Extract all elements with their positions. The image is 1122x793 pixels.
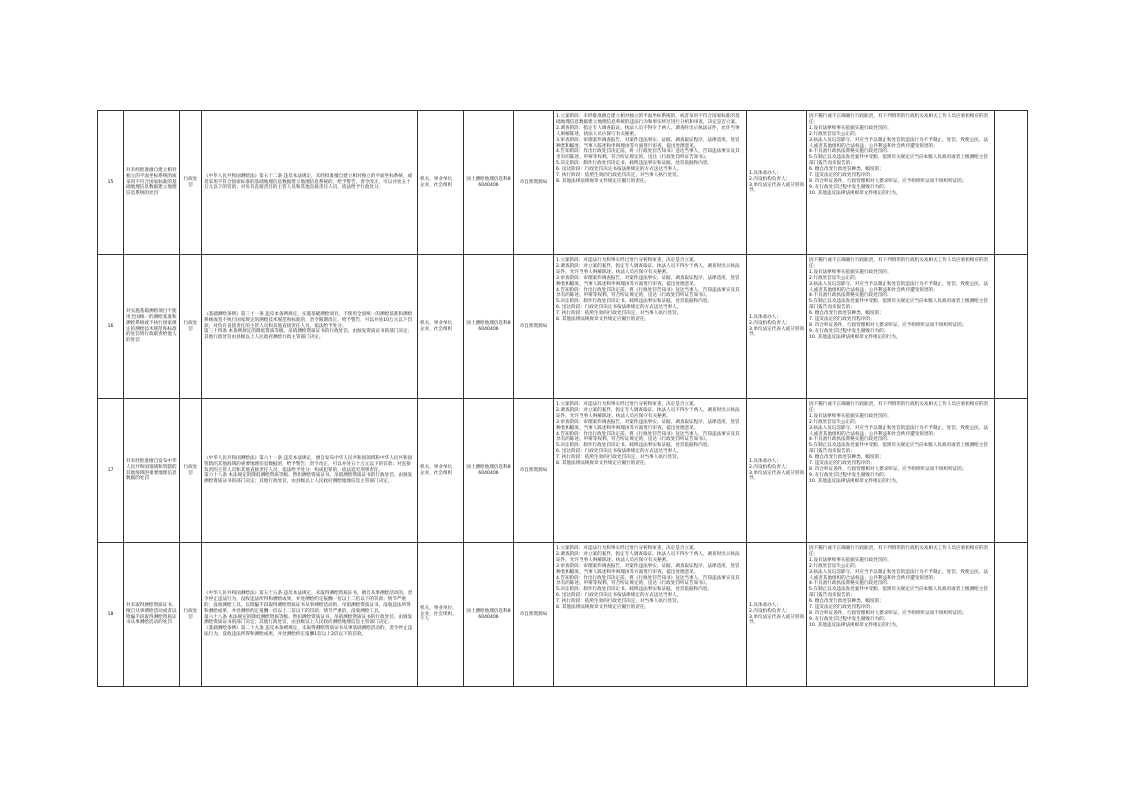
remarks	[995, 255, 1028, 399]
table-row	[98, 543, 1028, 687]
remarks	[995, 543, 1028, 687]
subject: 机关、事业单位、企业、社会组织	[418, 255, 464, 399]
remarks	[995, 399, 1028, 543]
department: 国土测绘地理信息科86040406	[464, 255, 514, 399]
item-type: 行政处罚	[180, 255, 202, 399]
item-type: 行政处罚	[180, 543, 202, 687]
item-type: 行政处罚	[180, 111, 202, 255]
row-number: 16	[98, 255, 124, 399]
accountability: 因不履行或不正确履行行政职责，有下列情形的行政机关及相关工作人员应承担相应的责任： 1.没有法律和事实依据实施行政处罚的； 2.行政处罚显失公正的； 3.执法人员玩忽职守，对应当予以制止和处罚的违法行为不予制止、处罚，致使公民、法人或者其他组织的合法权益、公共利益和社会秩序遭受损害的； 4.不具备行政执法资格实施行政处罚的； 5.在制止以及违法查处案件中受贿，依照有关规定应当向本级人民政府或者上级测绘主管部门报告而未报告的； 6. 擅自改变行政处罚种类、幅度的； 7. 违反法定的行政处罚程序的； 8. 符合听证条件、行政管理相对人要求听证，应予组织听证而不组织听证的； 9. 在行政处罚过程中发生腐败行为的； 10. 其他违反法律法规规章文件规定的行为。	[807, 111, 995, 255]
organization: 市自然资源局	[514, 543, 554, 687]
accountability: 因不履行或不正确履行行政职责，有下列情形的行政机关及相关工作人员应承担相应的责任： 1.没有法律和事实依据实施行政处罚的； 2.行政处罚显失公正的； 3.执法人员玩忽职守，对应当予以制止和处罚的违法行为不予制止、处罚，致使公民、法人或者其他组织的合法权益、公共利益和社会秩序遭受损害的； 4.不具备行政执法资格实施行政处罚的； 5.在制止以及违法查处案件中受贿，依照有关规定应当向本级人民政府或者上级测绘主管部门报告而未报告的； 6. 擅自改变行政处罚种类、幅度的； 7. 违反法定的行政处罚程序的； 8. 符合听证条件、行政管理相对人要求听证，应予组织听证而不组织听证的； 9. 在行政处罚过程中发生腐败行为的； 10. 其他违反法律法规规章文件规定的行为。	[807, 399, 995, 543]
subject: 机关、事业单位、企业、社会组织	[418, 399, 464, 543]
responsibility-table	[97, 110, 1028, 687]
legal-basis: 《基础测绘条例》第三十一条 违反本条例规定，实施基础测绘项目，不使用全国统一的测绘基准和测绘系统或者不执行国家规定的测绘技术规范和标准的，责令限期改正，给予警告，可以并处10万元以下罚款；对负有直接责任的主管人员和其他直接责任人员，依法给予处分。 第三十四条 本条例规定的降低资质等级、吊销测绘资质证书的行政处罚，由颁发资质证书的部门决定；其他行政处罚由县级以上人民政府测绘行政主管部门决定。	[202, 255, 418, 399]
process: 1.立案阶段：未经批准擅自建立相对独立的平面坐标系统的，或者采用不符合国家标准的基础地理信息数据建立地理信息系统的违法行为和事实经过进行分析和审查，决定是否立案。 2.调查阶段：指定专人调查取证，执法人员不得少于两人，调查时出示执法证件，允许当事人辩解陈述，执法人员应保守有关秘密。 3.审查阶段：审理案件调查报告，对案件违法事实、证据、调查取证程序、法律适用、处罚种类和幅度、当事人陈述和申辩理由等方面进行审查，提出处理意见。 4.告知阶段：作出行政处罚决定前，将《行政处罚告知书》送达当事人，告知违法事实及其享有的陈述、申辩等权利。符合听证规定的，送达《行政处罚听证告知书》。 5.决定阶段：制作行政处罚决定书，载明违法事实和证据，处罚依据和内容。 6. 送达阶段：行政处罚决定书按法律规定的方式送达当事人。 7. 执行阶段：依照生效的行政处罚决定，对当事人执行处罚。 8. 其他法律法规规章文件规定应履行的责任。	[554, 111, 747, 255]
department: 国土测绘地理信息科86040406	[464, 111, 514, 255]
table-row	[98, 111, 1028, 255]
item-name: 对未经批准擅自建立相对独立的平面坐标系统的或采用不符合国家标准的基础地理信息数据建立地理信息系统的处罚	[124, 111, 180, 255]
process: 1.立案阶段：对违法行为和事实经过进行分析和审查，决定是否立案。 2.调查阶段：对立案的案件，指定专人调查取证。执法人员不得少于两人，调查时出示执法证件，允许当事人辩解陈述。执法人员应保守有关秘密。 3.审查阶段：审理案件调查报告，对案件违法事实、证据、调查取证程序、法律适用、处罚种类和幅度、当事人陈述和申辩理由等方面进行审查，提出处理意见。 4.告知阶段：作出行政处罚决定前，将《行政处罚告知书》送达当事人，告知违法事实及其享有的陈述、申辩等权利。符合听证规定的，送达《行政处罚听证告知书》。 5.决定阶段：制作行政处罚决定书，载明违法事实和证据，处罚依据和内容。 6. 送达阶段：行政处罚决定书按法律规定的方式送达当事人。 7. 执行阶段：依照生效的行政处罚决定，对当事人执行处罚。 8. 其他法律法规规章文件规定应履行的责任。	[554, 399, 747, 543]
item-name: 对未经批准擅自发布中华人民共和国领域和管辖的其他海域的重要地理信息数据的处罚	[124, 399, 180, 543]
item-name: 对未取得测绘资质证书、擅自从事测绘活动或者以欺骗手段取得测绘资质证书从事测绘活动的处罚	[124, 543, 180, 687]
table-row	[98, 255, 1028, 399]
table-row	[98, 399, 1028, 543]
legal-basis: 《中华人民共和国测绘法》第六十一条 违反本法规定，擅自发布中华人民共和国领域和中华人民共和国管辖的其他海域的重要地理信息数据的，给予警告，责令改正，可以并处五十万元以下的罚款；对直接负责的主管人员和其他直接责任人员，依法给予处分；构成犯罪的，依法追究刑事责任。 第六十八条 本法规定的降低测绘资质等级、暂扣测绘资质证书、吊销测绘资质证书的行政处罚，由颁发测绘资质证书的部门决定；其他行政处罚，由县级以上人民政府测绘地理信息主管部门决定。	[202, 399, 418, 543]
item-type: 行政处罚	[180, 399, 202, 543]
organization: 市自然资源局	[514, 111, 554, 255]
accountability: 因不履行或不正确履行行政职责，有下列情形的行政机关及相关工作人员应承担相应的责任： 1.没有法律和事实依据实施行政处罚的； 2.行政处罚显失公正的； 3.执法人员玩忽职守，对应当予以制止和处罚的违法行为不予制止、处罚，致使公民、法人或者其他组织的合法权益、公共利益和社会秩序遭受损害的； 4.不具备行政执法资格实施行政处罚的； 5.在制止以及违法查处案件中受贿，依照有关规定应当向本级人民政府或者上级测绘主管部门报告而未报告的； 6. 擅自改变行政处罚种类、幅度的； 7. 违反法定的行政处罚程序的； 8. 符合听证条件、行政管理相对人要求听证，应予组织听证而不组织听证的； 9. 在行政处罚过程中发生腐败行为的； 10. 其他违反法律法规规章文件规定的行为。	[807, 255, 995, 399]
department: 国土测绘地理信息科86040406	[464, 399, 514, 543]
process: 1.立案阶段：对违法行为和事实经过进行分析和审查，决定是否立案。 2.调查阶段：对立案的案件，指定专人调查取证。执法人员不得少于两人，调查时出示执法证件，允许当事人辩解陈述。执法人员应保守有关秘密。 3.审查阶段：审理案件调查报告，对案件违法事实、证据、调查取证程序、法律适用、处罚种类和幅度、当事人陈述和申辩理由等方面进行审查，提出处理意见。 4.告知阶段：作出行政处罚决定前，将《行政处罚告知书》送达当事人，告知违法事实及其享有的陈述、申辩等权利。符合听证规定的，送达《行政处罚听证告知书》。 5.决定阶段：制作行政处罚决定书，载明违法事实和证据，处罚依据和内容。 6. 送达阶段：行政处罚决定书按法律规定的方式送达当事人。 7. 执行阶段：依照生效的行政处罚决定，对当事人执行处罚。 8. 其他法律法规规章文件规定应履行的责任。	[554, 543, 747, 687]
legal-basis: 《中华人民共和国测绘法》第五十五条 违反本法规定，未取得测绘资质证书，擅自从事测绘活动的，责令停止违法行为，没收违法所得和测绘成果，并处测绘约定报酬一倍以上二倍以下的罚款；情节严重的，没收测绘工具。以欺骗手段取得测绘资质证书从事测绘活动的，吊销测绘资质证书，没收违法所得和测绘成果，并处测绘约定报酬一倍以上二倍以下的罚款；情节严重的，没收测绘工具。 第六十八条 本法规定的降低测绘资质等级、暂扣测绘资质证书、吊销测绘资质证书的行政处罚，由颁发测绘资质证书的部门决定；其他行政处罚，由县级以上人民政府测绘地理信息主管部门决定。 《基础测绘条例》第二十九条 违反本条例规定，未取得测绘资质证书从事基础测绘活动的，责令停止违法行为，没收违法所得和测绘成果，并处测绘约定报酬1倍以上2倍以下的罚款。	[202, 543, 418, 687]
accountability: 因不履行或不正确履行行政职责，有下列情形的行政机关及相关工作人员应承担相应的责任： 1.没有法律和事实依据实施行政处罚的； 2.行政处罚显失公正的； 3.执法人员玩忽职守，对应当予以制止和处罚的违法行为不予制止、处罚，致使公民、法人或者其他组织的合法权益、公共利益和社会秩序遭受损害的； 4.不具备行政执法资格实施行政处罚的； 5.在制止以及违法查处案件中受贿，依照有关规定应当向本级人民政府或者上级测绘主管部门报告而未报告的； 6. 擅自改变行政处罚种类、幅度的； 7. 违反法定的行政处罚程序的； 8. 符合听证条件、行政管理相对人要求听证，应予组织听证而不组织听证的； 9. 在行政处罚过程中发生腐败行为的； 10. 其他违反法律法规规章文件规定的行为。	[807, 543, 995, 687]
subject: 机关、事业单位、企业、社会组织	[418, 111, 464, 255]
duty-holder: 1.具体承办人； 2.内设机构负责人； 3.单位法定代表人或分管领导。	[747, 255, 807, 399]
organization: 市自然资源局	[514, 255, 554, 399]
row-number: 15	[98, 111, 124, 255]
duty-holder: 1.具体承办人； 2.内设机构负责人； 3.单位法定代表人或分管领导。	[747, 399, 807, 543]
subject: 机关、事业单位、企业、社会组织、个人	[418, 543, 464, 687]
item-name: 对实施基础测绘项目不使用全国统一的测绘基准和测绘系统或不执行国家规定的测绘技术规范和标准的处罚将行政职责给他人的处罚	[124, 255, 180, 399]
process: 1.立案阶段：对违法行为和事实经过进行分析和审查，决定是否立案。 2.调查阶段：对立案的案件，指定专人调查取证。执法人员不得少于两人，调查时出示执法证件，允许当事人辩解陈述。执法人员应保守有关秘密。 3.审查阶段：审理案件调查报告，对案件违法事实、证据、调查取证程序、法律适用、处罚种类和幅度、当事人陈述和申辩理由等方面进行审查，提出处理意见。 4.告知阶段：作出行政处罚决定前，将《行政处罚告知书》送达当事人，告知违法事实及其享有的陈述、申辩等权利。符合听证规定的，送达《行政处罚听证告知书》。 5.决定阶段：制作行政处罚决定书，载明违法事实和证据，处罚依据和内容。 6. 送达阶段：行政处罚决定书按法律规定的方式送达当事人。 7. 执行阶段：依照生效的行政处罚决定，对当事人执行处罚。 8. 其他法律法规规章文件规定应履行的责任。	[554, 255, 747, 399]
department: 国土测绘地理信息科86040406	[464, 543, 514, 687]
remarks	[995, 111, 1028, 255]
legal-basis: 《中华人民共和国测绘法》第五十二条 违反本法规定，未经批准擅自建立相对独立的平面坐标系统，或者采用不符合国家标准的基础地理信息数据建立地理信息系统的，给予警告，责令改正，可以并处五十万元以下的罚款；对负有直接责任的主管人员和其他直接责任人员，依法给予行政处分。	[202, 111, 418, 255]
row-number: 18	[98, 543, 124, 687]
duty-holder: 1.具体承办人； 2.内设机构负责人； 3.单位法定代表人或分管领导。	[747, 111, 807, 255]
duty-holder: 1.具体承办人； 2.内设机构负责人； 3.单位法定代表人或分管领导。	[747, 543, 807, 687]
row-number: 17	[98, 399, 124, 543]
organization: 市自然资源局	[514, 399, 554, 543]
